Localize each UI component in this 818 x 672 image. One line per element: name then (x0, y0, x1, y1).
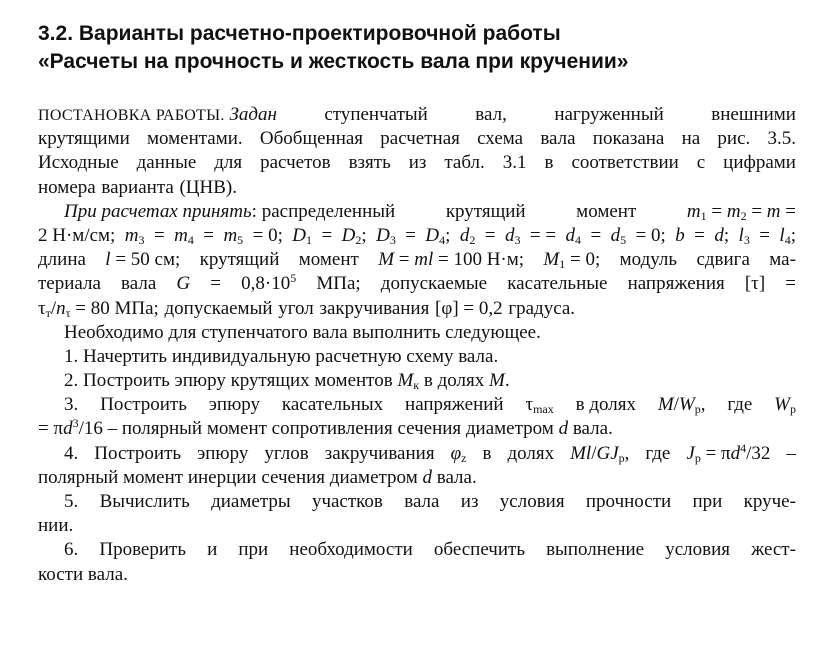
text-line: териала вала G = $0,8\cdot 10^5$ МПа; допускаемые касательные напряжения [τ] = (38, 271, 796, 295)
italic-lead: При расчетах принять (64, 200, 252, 222)
text-line: 2 Н·м/см; $m_3$ = $m_4$ = $m_5$ = 0; $D_1$ = $D_2$; $D_3$ = $D_4$; $d_2$ = $d_3$ = = $d_4$ = $d_5$ = 0; b = d; $l_3$ = $l_4$; (38, 224, 796, 247)
text-line: кости вала. (38, 563, 128, 585)
text-line: полярный момент инерции сечения диаметром d вала. (38, 466, 477, 488)
text-line: Исходные данные для расчетов взять из табл. 3.1 в соответствии с цифрами (38, 152, 796, 174)
text-line: = $\pi d^3/16$ – полярный момент сопротивления сечения диаметром d вала. (38, 416, 613, 440)
text-line: длина l = 50 см; крутящий момент M = ml = 100 Н·м; $M_1 = 0$; модуль сдвига ма- (38, 249, 796, 272)
section-heading (38, 20, 628, 76)
heading-line-2: «Расчеты на прочность и жесткость вала при кручении» (38, 50, 629, 73)
text-line: ПОСТАНОВКА РАБОТЫ. Задан ступенчатый вал, нагруженный внешними (38, 104, 796, 125)
text-line: номера варианта (ЦНВ). (38, 176, 238, 198)
text-line: $\tau_т/n_\tau = 80$ МПа; допускаемый угол закручивания [φ] = 0,2 градуса. (38, 297, 576, 320)
heading-line-1: 3.2. Варианты расчетно-проектировочной работы (38, 22, 561, 45)
list-item: 1. Начертить индивидуальную расчетную схему вала. (64, 345, 499, 367)
text-line: нии. (38, 515, 74, 537)
list-item: 6. Проверить и при необходимости обеспечить выполнение условия жест- (64, 539, 796, 561)
text-line: При расчетах принять: распределенный крутящий момент $m_1 = m_2 = m$ = (64, 200, 796, 223)
list-item: 3. Построить эпюру касательных напряжений $\tau_{max}$ в долях $M/W_p$, где $W_p$ (64, 394, 796, 417)
list-item: 5. Вычислить диаметры участков вала из условия прочности при круче- (64, 491, 796, 512)
list-item: 4. Построить эпюру углов закручивания $\varphi_z$ в долях $Ml/GJ_p$, где $J_p = \pi d^4/32$ – (64, 440, 796, 465)
document-body (38, 103, 796, 587)
section-label: ПОСТАНОВКА РАБОТЫ. (38, 107, 225, 124)
text-line: крутящими моментами. Обобщенная расчетная схема вала показана на рис. 3.5. (38, 128, 796, 150)
text-line (38, 321, 796, 345)
list-item: 2. Построить эпюру крутящих моментов $M_к$ в долях M. (64, 370, 510, 393)
task-intro: Необходимо для ступенчатого вала выполнить следующее. (64, 321, 541, 343)
